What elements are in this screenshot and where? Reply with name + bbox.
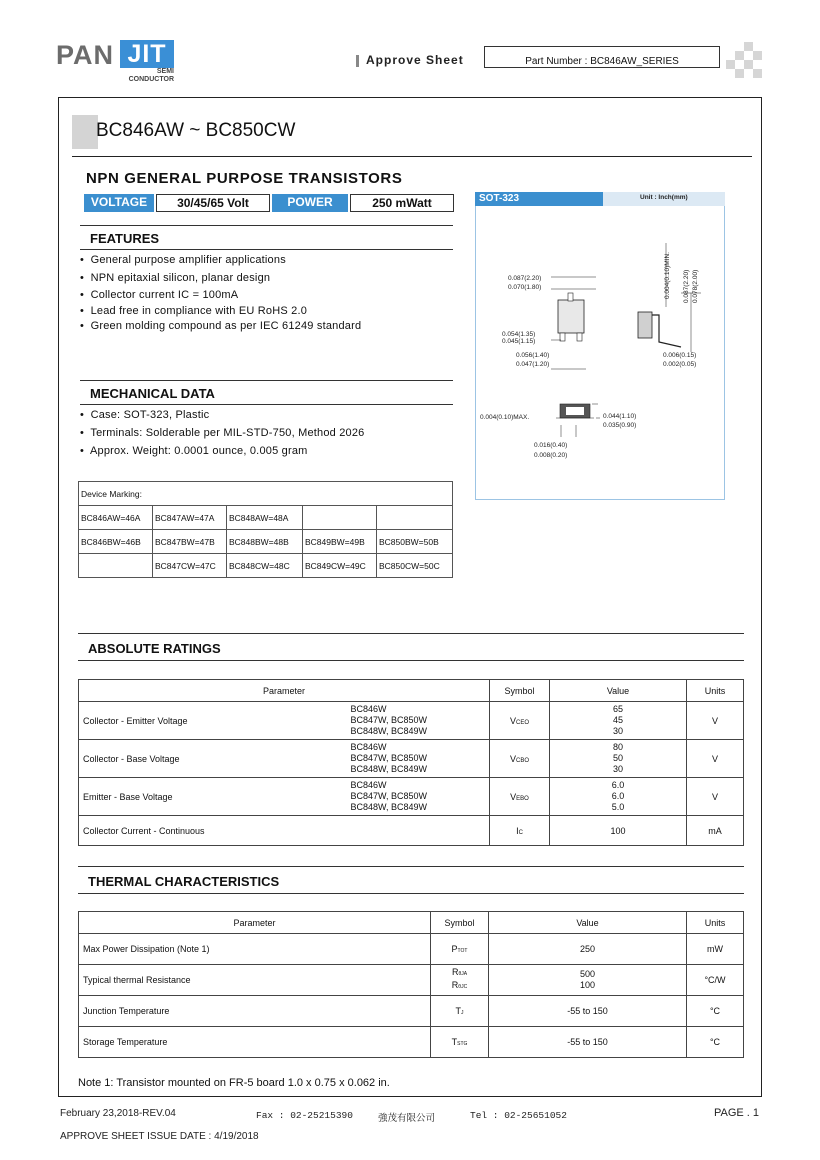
device-marking-header: Device Marking: bbox=[79, 482, 453, 506]
column-header: Value bbox=[550, 680, 687, 702]
approve-sheet-marker bbox=[356, 55, 359, 67]
marking-cell: BC848AW=48A bbox=[227, 506, 303, 530]
parts-cell: BC846W BC847W, BC850W BC848W, BC849W bbox=[351, 778, 490, 816]
marking-cell bbox=[303, 506, 377, 530]
column-header: Value bbox=[489, 912, 687, 934]
value-cell: 6.0 6.0 5.0 bbox=[550, 778, 687, 816]
table-row bbox=[79, 965, 744, 996]
feature-item: • NPN epitaxial silicon, planar design bbox=[80, 271, 271, 284]
fax-number: Fax : 02-25215390 bbox=[256, 1110, 353, 1121]
voltage-label: VOLTAGE bbox=[84, 194, 154, 212]
mechanical-item: • Case: SOT-323, Plastic bbox=[80, 409, 210, 421]
issue-date: APPROVE SHEET ISSUE DATE : 4/19/2018 bbox=[60, 1131, 259, 1142]
symbol-cell: VEBO bbox=[490, 778, 550, 816]
absolute-rule-bottom bbox=[78, 660, 744, 661]
logo-text-pan: PAN bbox=[56, 40, 115, 70]
device-marking-table bbox=[78, 481, 453, 578]
product-subtitle: NPN GENERAL PURPOSE TRANSISTORS bbox=[86, 170, 403, 187]
side-view-body bbox=[638, 312, 652, 338]
param-cell: Max Power Dissipation (Note 1) bbox=[79, 934, 431, 965]
feature-item: • Collector current IC = 100mA bbox=[80, 289, 239, 301]
thermal-table bbox=[78, 911, 744, 1058]
dim-label: 0.006(0.15) bbox=[663, 352, 697, 359]
table-row bbox=[79, 1027, 744, 1058]
marking-cell: BC848CW=48C bbox=[227, 554, 303, 578]
value-cell: -55 to 150 bbox=[489, 1027, 687, 1058]
symbol-cell: VCBO bbox=[490, 740, 550, 778]
logo-text-jit: JIT bbox=[120, 40, 174, 68]
table-row bbox=[79, 554, 453, 578]
page-number: PAGE . 1 bbox=[714, 1107, 760, 1119]
table-row bbox=[79, 740, 744, 778]
revision-date: February 23,2018-REV.04 bbox=[60, 1108, 176, 1119]
thermal-rule-bottom bbox=[78, 893, 744, 894]
dim-label: 0.087(2.20) bbox=[508, 275, 542, 282]
dim-label: 0.016(0.40) bbox=[534, 442, 568, 449]
absolute-rule-top bbox=[78, 633, 744, 634]
column-header: Parameter bbox=[79, 912, 431, 934]
table-row bbox=[79, 506, 453, 530]
company-name: 強茂有限公司 bbox=[378, 1113, 436, 1124]
value-cell: 80 50 30 bbox=[550, 740, 687, 778]
dim-label: 0.070(1.80) bbox=[508, 284, 542, 291]
features-list bbox=[80, 254, 361, 336]
unit-cell: °C/W bbox=[687, 965, 744, 996]
thermal-title: THERMAL CHARACTERISTICS bbox=[88, 874, 280, 889]
package-outline-drawing bbox=[476, 207, 724, 499]
column-header: Symbol bbox=[490, 680, 550, 702]
dim-label: 0.056(1.40) bbox=[516, 352, 550, 359]
value-cell: 500 100 bbox=[489, 965, 687, 996]
dim-label: 0.035(0.90) bbox=[603, 422, 637, 429]
param-cell: Collector - Emitter Voltage bbox=[79, 702, 351, 740]
marking-cell: BC849CW=49C bbox=[303, 554, 377, 578]
power-value: 250 mWatt bbox=[350, 194, 454, 212]
page-title: BC846AW ~ BC850CW bbox=[96, 120, 296, 141]
dim-label: 0.044(1.10) bbox=[603, 413, 637, 420]
marking-cell: BC847BW=47B bbox=[153, 530, 227, 554]
marking-cell: BC846AW=46A bbox=[79, 506, 153, 530]
param-cell: Junction Temperature bbox=[79, 996, 431, 1027]
thermal-rule-top bbox=[78, 866, 744, 867]
table-row bbox=[79, 530, 453, 554]
symbol-cell: PTOT bbox=[431, 934, 489, 965]
mechanical-item: • Terminals: Solderable per MIL-STD-750, Method 2026 bbox=[80, 427, 365, 439]
marking-cell: BC850BW=50B bbox=[377, 530, 453, 554]
marking-cell: BC850CW=50C bbox=[377, 554, 453, 578]
table-row bbox=[79, 778, 744, 816]
dim-label: 0.008(0.20) bbox=[534, 452, 568, 459]
logo-sub-line-1: SEMI bbox=[156, 68, 174, 75]
mechanical-title: MECHANICAL DATA bbox=[90, 386, 215, 401]
parts-cell bbox=[351, 816, 490, 846]
features-rule-top bbox=[80, 225, 453, 226]
unit-cell: °C bbox=[687, 996, 744, 1027]
title-shade bbox=[72, 115, 98, 149]
logo-subtitle bbox=[120, 68, 174, 84]
note-text: Note 1: Transistor mounted on FR-5 board 1.0 x 0.75 x 0.062 in. bbox=[78, 1077, 390, 1089]
unit-cell: V bbox=[687, 740, 744, 778]
column-header: Parameter bbox=[79, 680, 490, 702]
marking-cell: BC848BW=48B bbox=[227, 530, 303, 554]
package-name: SOT-323 bbox=[475, 192, 603, 206]
table-row bbox=[79, 996, 744, 1027]
part-number-box bbox=[484, 46, 720, 68]
unit-cell: V bbox=[687, 778, 744, 816]
dim-label: 0.002(0.05) bbox=[663, 361, 697, 368]
feature-item: • Green molding compound as per IEC 61249 standard bbox=[80, 320, 362, 332]
unit-cell: mA bbox=[687, 816, 744, 846]
value-cell: 65 45 30 bbox=[550, 702, 687, 740]
mechanical-rule-bottom bbox=[80, 404, 453, 405]
title-divider bbox=[72, 156, 752, 157]
parts-cell: BC846W BC847W, BC850W BC848W, BC849W bbox=[351, 702, 490, 740]
unit-cell: °C bbox=[687, 1027, 744, 1058]
absolute-title: ABSOLUTE RATINGS bbox=[88, 641, 221, 656]
dim-label: 0.045(1.15) bbox=[502, 338, 536, 345]
symbol-cell: VCEO bbox=[490, 702, 550, 740]
symbol-cell: TJ bbox=[431, 996, 489, 1027]
mechanical-item: • Approx. Weight: 0.0001 ounce, 0.005 gram bbox=[80, 445, 308, 457]
value-cell: -55 to 150 bbox=[489, 996, 687, 1027]
voltage-value: 30/45/65 Volt bbox=[156, 194, 270, 212]
dim-label: 0.047(1.20) bbox=[516, 361, 550, 368]
approve-sheet-label: Approve Sheet bbox=[366, 53, 464, 67]
dim-label: 0.054(1.35) bbox=[502, 331, 536, 338]
parts-cell: BC846W BC847W, BC850W BC848W, BC849W bbox=[351, 740, 490, 778]
param-cell: Collector - Base Voltage bbox=[79, 740, 351, 778]
marking-cell bbox=[79, 554, 153, 578]
unit-cell: V bbox=[687, 702, 744, 740]
column-header: Units bbox=[687, 680, 744, 702]
package-unit: Unit : Inch(mm) bbox=[640, 194, 688, 201]
table-row bbox=[79, 816, 744, 846]
dim-label: 0.078(2.00) bbox=[692, 269, 699, 303]
column-header: Units bbox=[687, 912, 744, 934]
mechanical-rule-top bbox=[80, 380, 453, 381]
decorative-checker-pattern bbox=[726, 42, 762, 78]
feature-item: • Lead free in compliance with EU RoHS 2.0 bbox=[80, 304, 308, 317]
column-header: Symbol bbox=[431, 912, 489, 934]
dim-label: 0.087(2.20) bbox=[683, 269, 690, 303]
param-cell: Storage Temperature bbox=[79, 1027, 431, 1058]
marking-cell: BC847CW=47C bbox=[153, 554, 227, 578]
unit-cell: mW bbox=[687, 934, 744, 965]
logo-sub-line-2: CONDUCTOR bbox=[128, 76, 174, 83]
table-row bbox=[79, 702, 744, 740]
dim-label: 0.004(0.10)MAX. bbox=[480, 414, 530, 421]
table-row bbox=[79, 934, 744, 965]
marking-cell: BC846BW=46B bbox=[79, 530, 153, 554]
param-cell: Collector Current - Continuous bbox=[79, 816, 351, 846]
param-cell: Typical thermal Resistance bbox=[79, 965, 431, 996]
power-label: POWER bbox=[272, 194, 348, 212]
value-cell: 100 bbox=[550, 816, 687, 846]
tel-number: Tel : 02-25651052 bbox=[470, 1110, 567, 1121]
value-cell: 250 bbox=[489, 934, 687, 965]
param-cell: Emitter - Base Voltage bbox=[79, 778, 351, 816]
symbol-cell: RθJA RθJC bbox=[431, 965, 489, 996]
dim-label: 0.004(0.10)MIN. bbox=[664, 252, 671, 299]
marking-cell: BC849BW=49B bbox=[303, 530, 377, 554]
top-view-body bbox=[558, 300, 584, 333]
absolute-ratings-table bbox=[78, 679, 744, 846]
features-rule-bottom bbox=[80, 249, 453, 250]
part-number: Part Number : BC846AW_SERIES bbox=[525, 56, 679, 67]
marking-cell bbox=[377, 506, 453, 530]
symbol-cell: IC bbox=[490, 816, 550, 846]
symbol-cell: TSTG bbox=[431, 1027, 489, 1058]
feature-item: • General purpose amplifier applications bbox=[80, 254, 286, 266]
mechanical-list bbox=[80, 409, 365, 461]
marking-cell: BC847AW=47A bbox=[153, 506, 227, 530]
features-title: FEATURES bbox=[90, 231, 160, 246]
